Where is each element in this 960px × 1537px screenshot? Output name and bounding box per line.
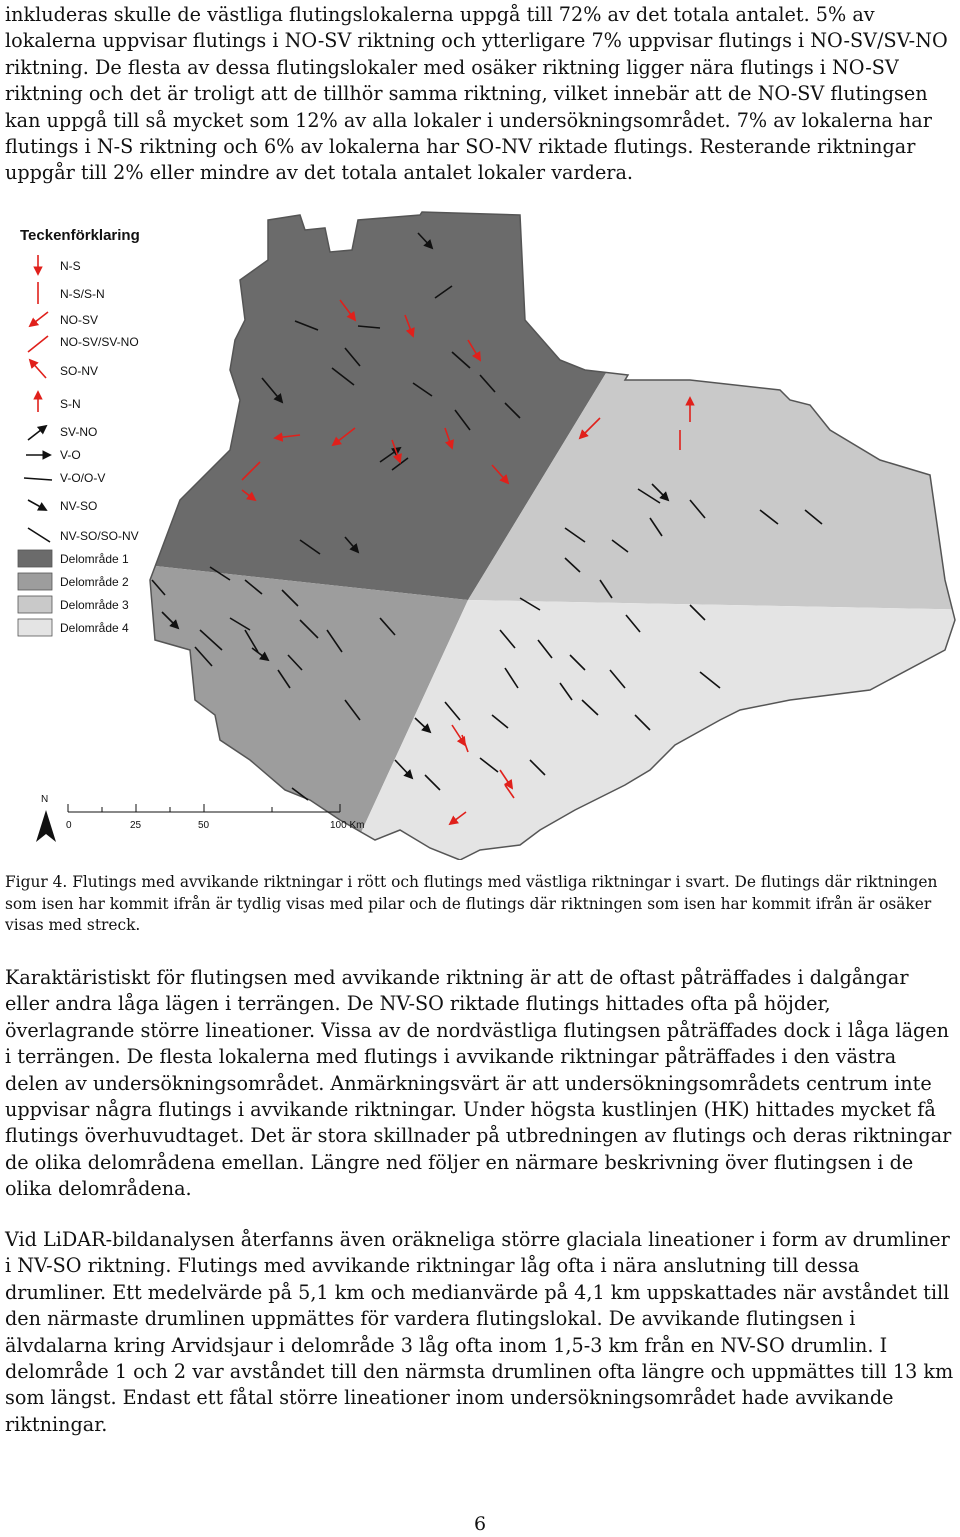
legend-label-area-3: Delområde 3 — [60, 598, 129, 612]
legend-symbol-nv-so-so-nv — [28, 528, 50, 542]
legend-swatch-area-4 — [18, 619, 52, 636]
figure-map — [0, 200, 960, 860]
body-paragraph-top: inkluderas skulle de västliga flutingslokalerna uppgå till 72% av det totala antalet. 5% av lokalerna uppvisar flutings i NO-SV riktning och ytterligare 7% uppvisar flutings i NO-SV/SV-NO riktning. De flesta av dessa flutingslokaler med osäker riktning ligger nära flutings i NO-SV riktning och det är troligt att de tillhör samma riktning, vilket innebär att de NO-SV flutingsen kan uppgå till så mycket som 12% av alla lokaler i undersökningsområdet. 7% av lokalerna har flutings i N-S riktning och 6% av lokalerna har SO-NV riktade flutings. Resterande riktningar uppgår till 2% eller mindre av det totala antalet lokaler vardera. — [5, 3, 948, 185]
legend-label-area-4: Delområde 4 — [60, 621, 129, 635]
map-legend — [18, 227, 140, 636]
legend-symbol-so-nv — [30, 360, 46, 378]
legend-symbol-sv-no — [28, 426, 46, 440]
page-number: 6 — [473, 1513, 487, 1535]
scale-tick-0: 0 — [66, 820, 72, 831]
legend-symbol-nv-so — [28, 500, 46, 510]
legend-symbol-v-o-o-v — [24, 478, 52, 480]
body-paragraph-lidar: Vid LiDAR-bildanalysen återfanns även oräkneliga större glaciala lineationer i form av drumliner i NV-SO riktning. Flutings med avvikande riktningar låg ofta i nära anslutning till dessa drumliner. Ett medelvärde på 5,1 km och medianvärde på 4,1 km uppskattades när avståndet till den närmaste drumlinen uppmättes för vardera flutingslokal. De avvikande flutingsen i älvdalarna kring Arvidsjaur i delområde 3 låg ofta inom 1,5-3 km från en NV-SO drumlin. I delområde 1 och 2 var avståndet till den närmsta drumlinen ofta längre och uppmättes till 13 km som längst. Endast ett fåtal större lineationer inom undersökningsområdet hade avvikande riktningar. — [5, 1228, 954, 1436]
legend-label-v-o: V-O — [60, 448, 81, 462]
legend-label-no-sv: NO-SV — [60, 313, 99, 327]
map-svg — [0, 200, 960, 860]
legend-label-nv-so-so-nv: NV-SO/SO-NV — [60, 529, 139, 543]
legend-label-n-s-s-n: N-S/S-N — [60, 287, 105, 301]
legend-label-sv-no: SV-NO — [60, 425, 98, 439]
legend-label-area-2: Delområde 2 — [60, 575, 129, 589]
legend-label-s-n: S-N — [60, 397, 81, 411]
legend-symbol-no-sv-sv-no — [28, 336, 48, 352]
legend-label-no-sv-sv-no: NO-SV/SV-NO — [60, 335, 139, 349]
legend-label-area-1: Delområde 1 — [60, 552, 129, 566]
north-label: N — [41, 794, 49, 805]
legend-label-n-s: N-S — [60, 259, 81, 273]
legend-swatch-area-2 — [18, 573, 52, 590]
legend-title: Teckenförklaring — [20, 227, 140, 244]
legend-label-so-nv: SO-NV — [60, 364, 99, 378]
north-arrow-icon — [36, 794, 56, 842]
figure-caption: Figur 4. Flutings med avvikande riktningar i rött och flutings med västliga riktningar i svart. De flutings där riktningen som isen har kommit ifrån är tydlig visas med pilar och de flutings där riktningen som isen har kommit ifrån är osäker visas med streck. — [5, 873, 938, 934]
scale-tick-100: 100 Km — [330, 820, 365, 831]
legend-symbol-no-sv — [30, 312, 48, 326]
legend-label-nv-so: NV-SO — [60, 499, 98, 513]
scale-bar — [66, 804, 364, 831]
legend-swatch-area-3 — [18, 596, 52, 613]
body-paragraph-karakteristiskt: Karaktäristiskt för flutingsen med avvikande riktning är att de oftast påträffades i dalgångar eller andra låga lägen i terrängen. De NV-SO riktade flutings hittades ofta på höjder, överlagrande större lineationer. Vissa av de nordvästliga flutingsen påträffades dock i låga lägen i terrängen. De flesta lokalerna med flutings i avvikande riktningar påträffades i den västra delen av undersökningsområdet. Anmärkningsvärt är att undersökningsområdets centrum inte uppvisar några flutings i avvikande riktningar. Under högsta kustlinjen (HK) hittades mycket få flutings överhuvudtaget. Det är stora skillnader på utbredningen av flutings och deras riktningar de olika delområdena emellan. Längre ned följer en närmare beskrivning över flutingsen i de olika delområdena. — [5, 966, 952, 1201]
scale-tick-25: 25 — [130, 820, 142, 831]
legend-label-v-o-o-v: V-O/O-V — [60, 471, 106, 485]
legend-swatch-area-1 — [18, 550, 52, 567]
scale-tick-50: 50 — [198, 820, 210, 831]
